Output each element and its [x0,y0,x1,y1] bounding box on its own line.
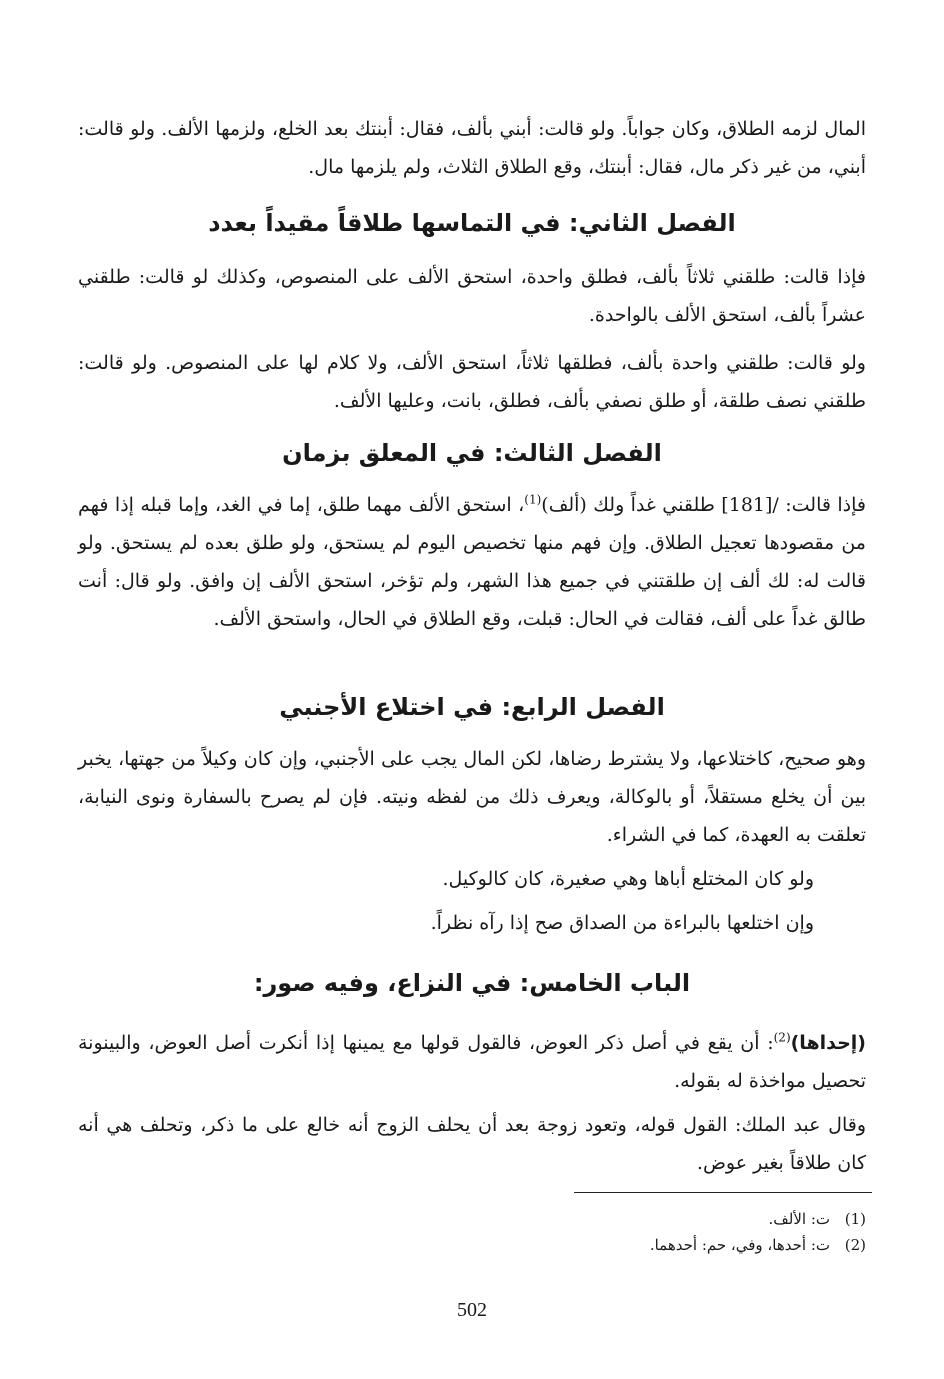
paragraph-text: ولو قالت: طلقني واحدة بألف، فطلقها ثلاثاً، استحق الألف، ولا كلام لها على المنصوص. ولو قالت: طلقني نصف طلقة، أو طلق نصفي بألف، فطلق، بانت، وعليها الألف. [78,352,866,412]
footnote-item [78,1232,866,1258]
footnote-marker: (2) [773,1030,791,1045]
section-heading-4: الفصل الرابع: في اختلاع الأجنبي [279,693,665,721]
section-heading-3: الفصل الثالث: في المعلق بزمان [282,439,662,467]
case-label: (إحداها) [790,1032,866,1054]
paragraph-text: ولو كان المختلع أباها وهي صغيرة، كان كالوكيل. [442,868,814,890]
footnote-number: (1) [844,1210,866,1228]
page-number: 502 [457,1299,487,1321]
paragraph [78,860,814,898]
footnote-item [78,1206,866,1232]
paragraph [78,486,866,638]
paragraph [78,344,866,420]
footnote-text: ت: أحدها، وفي، حم: أحدهما. [649,1236,830,1254]
paragraph-text: وقال عبد الملك: القول قوله، وتعود زوجة بعد أن يحلف الزوج أنه خالع على ما ذكر، وتحلف هي أنه كان طلاقاً بغير عوض. [78,1114,866,1174]
paragraph-text-rest: : أن يقع في أصل ذكر العوض، فالقول قولها مع يمينها إذا أنكرت أصل العوض، والبينونة تحصيل مواخذة له بقوله. [78,1032,866,1092]
paragraph-continuation [78,110,866,186]
chapter-heading-5: الباب الخامس: في النزاع، وفيه صور: [253,969,691,997]
paragraph [78,740,866,854]
paragraph-text [78,1024,866,1100]
paragraph-text: فإذا قالت: طلقني ثلاثاً بألف، فطلق واحدة، استحق الألف على المنصوص، وكذلك لو قالت: طلقني عشراً بألف، استحق الألف بالواحدة. [78,266,866,326]
footnote-text: ت: الألف. [768,1210,830,1228]
paragraph-text: وهو صحيح، كاختلاعها، ولا يشترط رضاها، لكن المال يجب على الأجنبي، وإن كان وكيلاً من جهتها، يخبر بين أن يخلع مستقلاً، أو بالوكالة، ويعرف ذلك من لفظه ونيته. فإن لم يصرح بالسفارة ونوى النيابة، تعلقت به العهدة، كما في الشراء. [78,748,866,846]
section-heading-2: الفصل الثاني: في التماسها طلاقاً مقيداً بعدد [208,209,736,237]
paragraph [78,904,814,942]
paragraph-text: وإن اختلعها بالبراءة من الصداق صح إذا رآه نظراً. [430,912,814,934]
paragraph-text-rest: ، استحق الألف مهما طلق، إما في الغد، وإما قبله إذا فهم من مقصودها تعجيل الطلاق. وإن فهم منها تخصيص اليوم لم يستحق، ولو طلق بعده لم يستحق. ولو قالت له: لك ألف إن طلقتني في جميع هذا الشهر، ولم تؤخر، استحق الألف إن وافق. ولو قال: أنت طالق غداً على ألف، فقالت في الحال: قبلت، وقع الطلاق في الحال، واستحق الألف. [78,494,866,630]
paragraph-text [78,486,866,638]
paragraph-text: المال لزمه الطلاق، وكان جواباً. ولو قالت: أبني بألف، فقال: أبنتك بعد الخلع، ولزمها الألف. ولو قالت: أبني، من غير ذكر مال، فقال: أبنتك، وقع الطلاق الثلاث، ولم يلزمها مال. [78,118,866,178]
paragraph [78,258,866,334]
paragraph-text-start: فإذا قالت: /[181] طلقني غداً ولك (ألف) [541,494,866,516]
footnote-marker: (1) [524,492,542,507]
footnote-number: (2) [844,1236,866,1254]
footnotes [78,1206,866,1258]
paragraph [78,1106,866,1182]
footnote-separator [574,1192,872,1193]
paragraph [78,1024,866,1100]
